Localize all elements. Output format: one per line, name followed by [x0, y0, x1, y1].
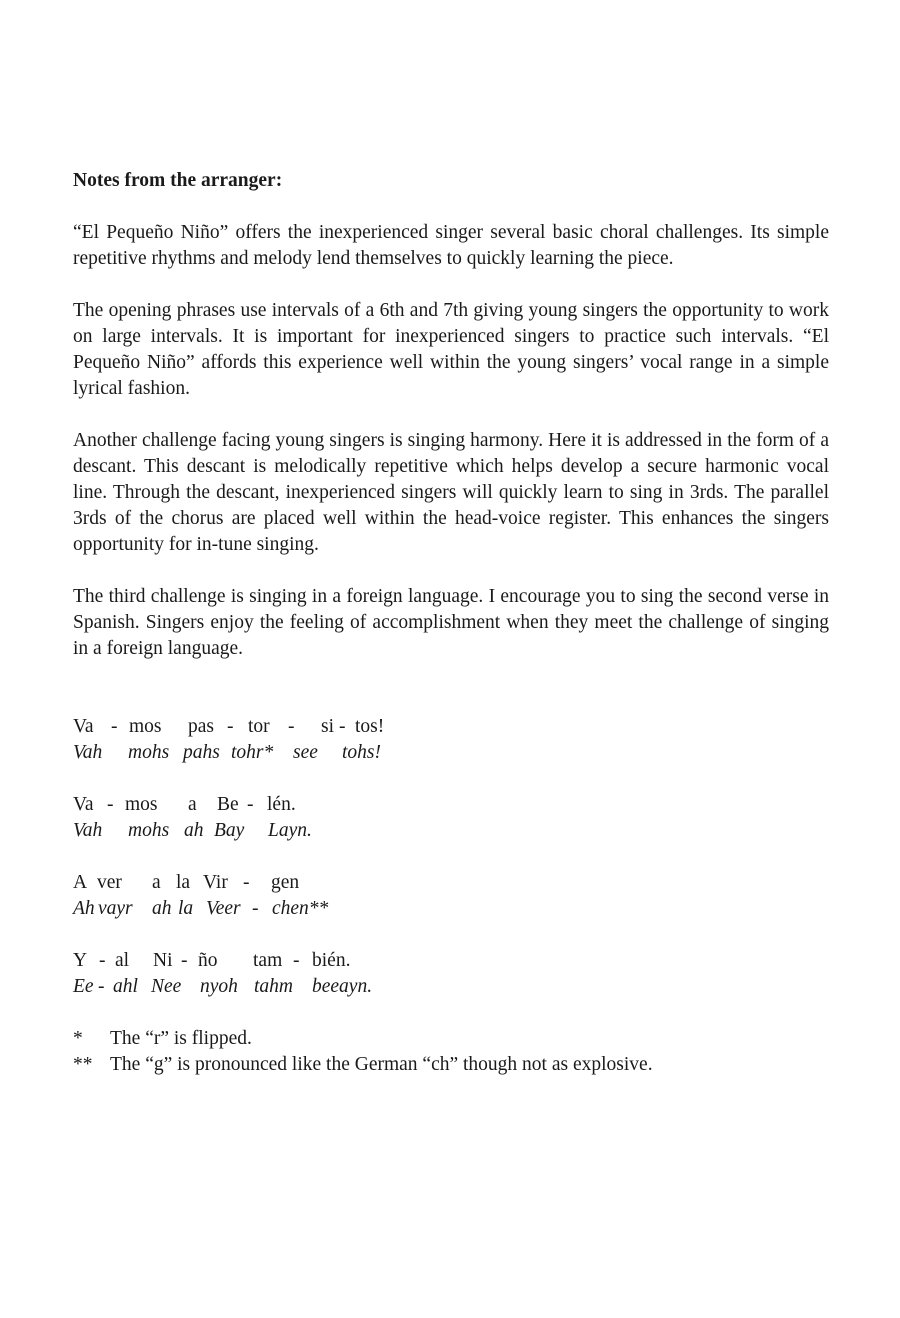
pronunciation-syllable: Bay [214, 820, 245, 841]
pronunciation-syllable: Nee [151, 976, 182, 997]
paragraph-harmony: Another challenge facing young singers is singing harmony. Here it is addressed in the form of a descant. This descant is melodically repetitive which helps develop a secure harmonic vocal line. Through the descant, inexperienced singers will quickly learn to sing in 3rds. The parallel 3rds of the chorus are placed well within the head-voice register. This enhances the singers opportunity for in-tune singing. [73, 430, 829, 555]
paragraph-intervals: The opening phrases use intervals of a 6th and 7th giving young singers the opportunity to work on large intervals. It is important for inexperienced singers to practice such intervals. “El Pequeño Niño” affords this experience well within the young singers’ vocal range in a simple lyrical fashion. [73, 300, 829, 399]
lyric-hyphen: - [107, 794, 114, 815]
lyric-syllable: tos! [355, 716, 385, 737]
paragraph-intro: “El Pequeño Niño” offers the inexperienced singer several basic choral challenges. Its simple repetitive rhythms and melody lend themselves to quickly learning the piece. [73, 222, 829, 269]
lyric-syllable: bién. [312, 950, 351, 971]
lyric-syllable: Va [73, 716, 94, 737]
lyric-syllable: A [73, 872, 88, 893]
pronunciation-syllable: Layn. [268, 820, 312, 841]
pronunciation-syllable: Vah [73, 742, 103, 763]
lyric-syllable: Va [73, 794, 94, 815]
page-heading: Notes from the arranger: [73, 170, 283, 191]
lyric-spanish-line [73, 792, 829, 818]
lyric-hyphen: - [243, 872, 250, 893]
pronunciation-syllable: mohs [128, 820, 170, 841]
lyric-block-3 [73, 870, 829, 922]
pronunciation-syllable: ah [152, 898, 172, 919]
pronunciation-syllable: tohs! [342, 742, 381, 763]
lyric-syllable: Ni [153, 950, 173, 971]
paragraph-language: The third challenge is singing in a foreign language. I encourage you to sing the second verse in Spanish. Singers enjoy the feeling of accomplishment when they meet the challenge of singing in a foreign language. [73, 586, 829, 659]
lyric-block-1 [73, 714, 829, 766]
lyric-syllable: tor [248, 716, 270, 737]
lyric-syllable: gen [271, 872, 300, 893]
pronunciation-syllable: la [178, 898, 194, 919]
footnote-text: The “g” is pronounced like the German “ch” though not as explosive. [110, 1054, 653, 1075]
lyric-pronunciation-line [73, 818, 829, 844]
lyric-hyphen: - [99, 950, 106, 971]
pronunciation-syllable: ah [184, 820, 204, 841]
lyric-syllable: a [188, 794, 197, 815]
lyric-pronunciation-line [73, 974, 829, 1000]
lyric-spanish-line [73, 870, 829, 896]
lyric-spanish-line [73, 714, 829, 740]
lyric-syllable: mos [125, 794, 158, 815]
pronunciation-syllable: mohs [128, 742, 170, 763]
footnote-text: The “r” is flipped. [110, 1028, 252, 1049]
lyric-syllable: a [152, 872, 161, 893]
footnote-mark: ** [73, 1054, 93, 1075]
pronunciation-syllable: pahs [183, 742, 220, 763]
pronunciation-syllable: tahm [254, 976, 293, 997]
lyric-hyphen: - [111, 716, 118, 737]
lyric-syllable: lén. [267, 794, 296, 815]
lyric-syllable: Be [217, 794, 239, 815]
footnotes [73, 1026, 829, 1078]
lyric-hyphen: - [288, 716, 295, 737]
lyric-syllable: si [321, 716, 335, 737]
pronunciation-hyphen: - [252, 898, 259, 919]
lyric-syllable: mos [129, 716, 162, 737]
lyric-syllable: Vir [203, 872, 228, 893]
lyric-syllable: pas [188, 716, 214, 737]
lyric-syllable: la [176, 872, 191, 893]
lyric-spanish-line [73, 948, 829, 974]
lyric-pronunciation-line [73, 740, 829, 766]
lyric-hyphen: - [181, 950, 188, 971]
lyric-hyphen: - [293, 950, 300, 971]
lyric-syllable: tam [253, 950, 283, 971]
pronunciation-syllable: Vah [73, 820, 103, 841]
pronunciation-syllable: Veer [206, 898, 241, 919]
pronunciation-hyphen: - [98, 976, 105, 997]
pronunciation-syllable: Ah [73, 898, 95, 919]
pronunciation-syllable: see [293, 742, 318, 763]
footnote-mark: * [73, 1028, 83, 1049]
lyric-block-2 [73, 792, 829, 844]
pronunciation-syllable: ahl [113, 976, 138, 997]
pronunciation-syllable: chen** [272, 898, 329, 919]
pronunciation-syllable: nyoh [200, 976, 238, 997]
lyric-pronunciation-line [73, 896, 829, 922]
lyric-syllable: ver [97, 872, 122, 893]
pronunciation-syllable: vayr [98, 898, 133, 919]
lyric-hyphen: - [227, 716, 234, 737]
lyric-hyphen: - [339, 716, 346, 737]
lyric-hyphen: - [247, 794, 254, 815]
footnote-2 [73, 1052, 829, 1078]
pronunciation-syllable: Ee [73, 976, 94, 997]
lyric-syllable: ño [198, 950, 218, 971]
footnote-1 [73, 1026, 829, 1052]
pronunciation-syllable: beeayn. [312, 976, 373, 997]
document-page [73, 168, 829, 1078]
lyric-syllable: al [115, 950, 130, 971]
lyric-syllable: Y [73, 950, 88, 971]
lyric-block-4 [73, 948, 829, 1000]
pronunciation-syllable: tohr* [231, 742, 274, 763]
